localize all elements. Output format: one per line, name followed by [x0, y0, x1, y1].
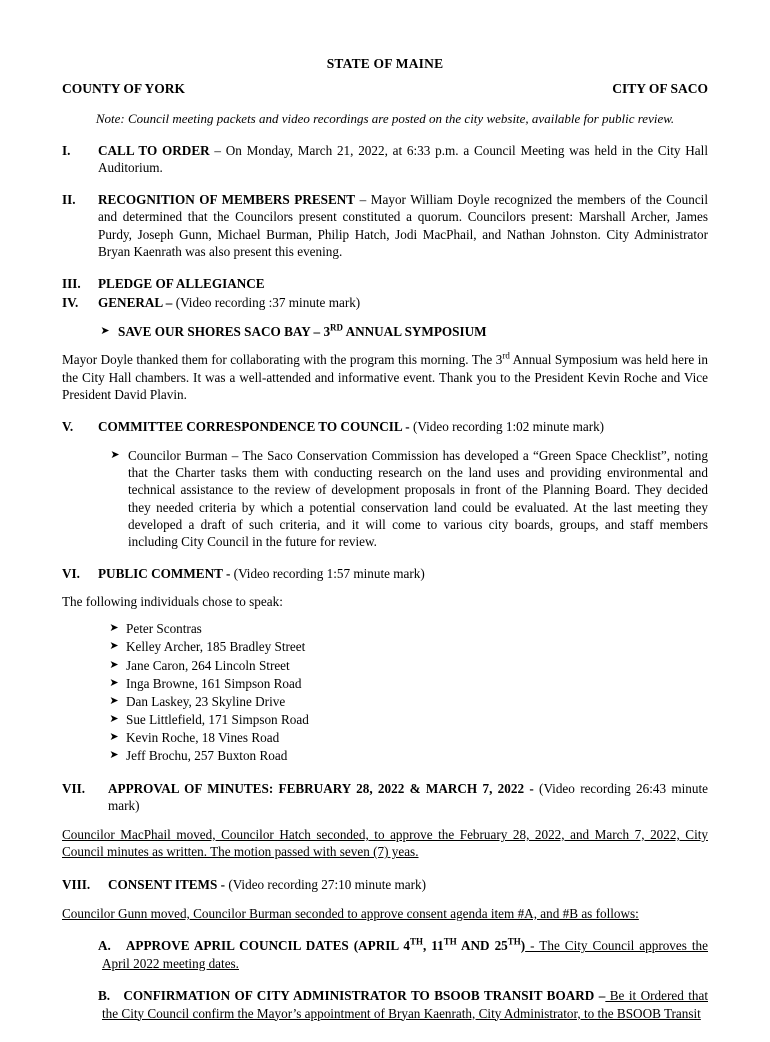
symposium-bullet [62, 323, 708, 340]
section-number-ii: II. [62, 192, 76, 208]
consent-item-a-label: A. [98, 938, 111, 954]
section-public-comment [62, 565, 708, 582]
symposium-paragraph-post: Annual Symposium was held here in the City Hall chambers. It was a well-attended and informative event. Thank you to the President Kevin Roche and Vice President David Plavin. [62, 352, 708, 402]
speaker-name: Dan Laskey, 23 Skyline Drive [126, 693, 286, 709]
speaker-name: Inga Browne, 161 Simpson Road [126, 675, 302, 691]
section-text-vi: (Video recording 1:57 minute mark) [230, 565, 425, 581]
section-body-ii [98, 191, 708, 260]
speaker-name: Jeff Brochu, 257 Buxton Road [126, 748, 288, 764]
list-item [62, 711, 708, 728]
speaker-name: Kevin Roche, 18 Vines Road [126, 730, 280, 746]
symposium-paragraph [62, 351, 708, 402]
section-recognition-of-members [62, 191, 708, 260]
section-body-vii [108, 780, 708, 814]
arrow-bullet-icon: ➤ [109, 657, 119, 671]
consent-item-a [62, 937, 708, 972]
section-title-vi: PUBLIC COMMENT - [98, 565, 231, 581]
minutes-motion-text: Councilor MacPhail moved, Councilor Hatch seconded, to approve the February 28, 2022, and March 7, 2022, City Council minutes as written. The motion passed with seven (7) yeas. [62, 826, 708, 860]
arrow-bullet-icon: ➤ [110, 448, 120, 462]
speaker-name: Sue Littlefield, 171 Simpson Road [126, 712, 309, 728]
city-label: CITY OF SACO [612, 81, 708, 96]
list-item [62, 729, 708, 746]
arrow-bullet-icon: ➤ [109, 639, 119, 653]
section-title-i: CALL TO ORDER [98, 143, 210, 158]
section-number-v: V. [62, 418, 74, 434]
section-call-to-order [62, 142, 708, 176]
arrow-bullet-icon: ➤ [109, 675, 119, 689]
section-approval-of-minutes [62, 780, 708, 814]
consent-item-a-sup1: TH [410, 936, 423, 947]
section-text-i: – On Monday, March 21, 2022, at 6:33 p.m. a Council Meeting was held in the City Hall Auditorium. [98, 143, 708, 176]
consent-item-a-body: - The City Council approves the April 2022 meeting dates. [102, 938, 709, 971]
arrow-bullet-icon: ➤ [109, 748, 119, 762]
consent-motion-text: Councilor Gunn moved, Councilor Burman seconded to approve consent agenda item #A, and #B as follows: [62, 905, 639, 921]
section-body-i [98, 142, 708, 176]
arrow-bullet-icon: ➤ [100, 324, 110, 338]
arrow-bullet-icon: ➤ [109, 730, 119, 744]
section-body-viii [108, 876, 708, 893]
arrow-bullet-icon: ➤ [109, 693, 119, 707]
section-consent-items [62, 876, 708, 893]
section-text-vii: (Video recording 26:43 minute mark) [108, 780, 708, 813]
section-pledge-of-allegiance [62, 275, 708, 292]
document-state-title: STATE OF MAINE [326, 56, 444, 71]
section-general [62, 294, 708, 311]
list-item [62, 693, 708, 710]
symposium-bullet-post: ANNUAL SYMPOSIUM [343, 324, 487, 340]
consent-item-a-sup3: TH [507, 936, 521, 947]
section-text-iv: (Video recording :37 minute mark) [172, 295, 361, 311]
symposium-paragraph-sup: rd [502, 351, 510, 362]
list-item [62, 675, 708, 692]
symposium-paragraph-pre: Mayor Doyle thanked them for collaborating with the program this morning. The 3 [62, 352, 503, 368]
symposium-bullet-sup: RD [330, 322, 344, 333]
section-number-iv: IV. [62, 295, 79, 311]
section-number-iii: III. [62, 275, 81, 291]
speaker-name: Kelley Archer, 185 Bradley Street [126, 639, 306, 655]
consent-item-a-title-mid2: AND 25 [456, 938, 508, 954]
section-number-viii: VIII. [62, 876, 91, 892]
consent-item-b-body: Be it Ordered that the City Council confirm the Mayor’s appointment of Bryan Kaenrath, City Administrator, to the BSOOB Transit [102, 988, 708, 1021]
section-text-viii: (Video recording 27:10 minute mark) [225, 876, 427, 892]
section-number-i: I. [62, 143, 71, 158]
list-item [62, 620, 708, 637]
section-text-v: (Video recording 1:02 minute mark) [409, 418, 605, 434]
consent-item-b-label: B. [98, 988, 111, 1004]
speaker-name: Peter Scontras [126, 621, 202, 637]
speaker-name: Jane Caron, 264 Lincoln Street [126, 657, 290, 673]
section-number-vii: VII. [62, 780, 86, 796]
arrow-bullet-icon: ➤ [109, 621, 119, 635]
section-body-iv [98, 294, 708, 311]
consent-item-a-title-post: ) [520, 938, 526, 954]
speaker-list [62, 620, 708, 764]
consent-item-a-sup2: TH [443, 936, 457, 947]
section-title-viii: CONSENT ITEMS - [108, 876, 226, 892]
list-item [62, 638, 708, 655]
section-body-vi [98, 565, 708, 582]
symposium-bullet-pre: SAVE OUR SHORES SACO BAY – 3 [118, 324, 331, 340]
consent-item-b [62, 987, 708, 1022]
list-item [62, 657, 708, 674]
consent-item-b-title: CONFIRMATION OF CITY ADMINISTRATOR TO BSOOB TRANSIT BOARD – [123, 988, 606, 1004]
public-comment-intro: The following individuals chose to speak: [62, 594, 283, 610]
section-body-v [98, 418, 708, 435]
section-body-iii [98, 275, 708, 292]
consent-item-a-title-mid: , 11 [422, 938, 444, 954]
document-header-row [62, 81, 708, 97]
section-title-iv: GENERAL – [98, 295, 173, 311]
meeting-note: Note: Council meeting packets and video recordings are posted on the city website, available for public review. [95, 111, 675, 126]
list-item [62, 747, 708, 764]
committee-bullet [62, 447, 708, 550]
committee-bullet-text: Councilor Burman – The Saco Conservation Commission has developed a “Green Space Checklist”, noting that the Charter tasks them with conducting research on the land uses and providing environmental and technical assistance to the review of development proposals in front of the Planning Board. They decided they needed criteria by which a potential conservation land could be evaluated. At the last meeting they developed a draft of such criteria, and it will come to various city boards, groups, and staff members including City Council in the future for review. [128, 448, 708, 549]
section-number-vi: VI. [62, 565, 80, 581]
section-committee-correspondence [62, 418, 708, 435]
section-title-ii: RECOGNITION OF MEMBERS PRESENT [98, 192, 356, 208]
section-title-vii: APPROVAL OF MINUTES: FEBRUARY 28, 2022 & MARCH 7, 2022 - [108, 780, 534, 796]
county-label: COUNTY OF YORK [62, 81, 185, 96]
arrow-bullet-icon: ➤ [109, 712, 119, 726]
section-title-iii: PLEDGE OF ALLEGIANCE [98, 275, 265, 291]
section-title-v: COMMITTEE CORRESPONDENCE TO COUNCIL - [98, 418, 410, 434]
symposium-bullet-text [118, 323, 708, 340]
section-text-ii: – Mayor William Doyle recognized the members of the Council and determined that the Councilors present constituted a quorum. Councilors present: Marshall Archer, James Purdy, Joseph Gunn, Michael Burman, Philip Hatch, Jodi MacPhail, and Nathan Johnston. City Administrator Bryan Kaenrath was also present this evening. [98, 192, 708, 259]
consent-item-a-title-pre: APPROVE APRIL COUNCIL DATES (APRIL 4 [125, 938, 411, 954]
